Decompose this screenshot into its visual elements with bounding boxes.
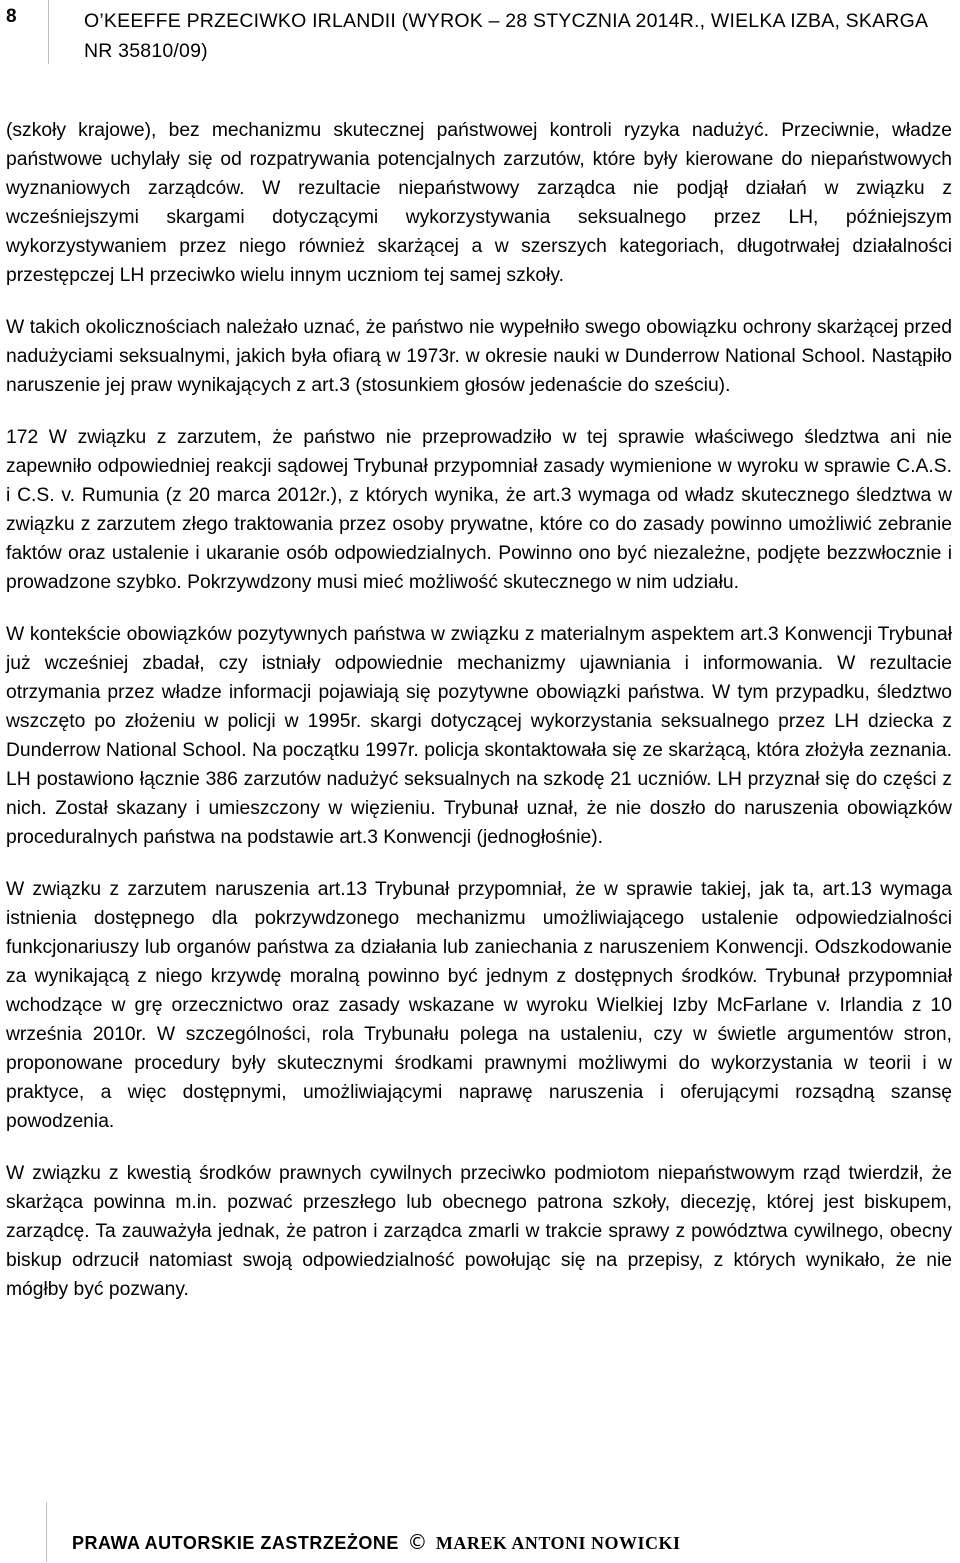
paragraph: W związku z zarzutem naruszenia art.13 Trybunał przypomniał, że w sprawie takiej, jak ta, art.13 wymaga istnienia dostępnego dla pokrzywdzonego mechanizmu umożliwiającego ustalenie odpowiedzialności funkcjonariuszy lub organów państwa za działania lub zaniechania z naruszeniem Konwencji. Odszkodowanie za wynikającą z niego krzywdę moralną powinno być jednym z dostępnych środków. Trybunał przypomniał wchodzące w grę orzecznictwo oraz zasady wskazane w wyroku Wielkiej Izby McFarlane v. Irlandia z 10 września 2010r. W szczególności, rola Trybunału polega na ustaleniu, czy w świetle argumentów stron, proponowane procedury były skutecznymi środkami prawnymi możliwymi do wykorzystania w teorii i w praktyce, a więc dostępnymi, umożliwiającymi naprawę naruszenia i oferującymi rozsądną szansę powodzenia. xyxy=(6,879,952,1132)
paragraph: (szkoły krajowe), bez mechanizmu skutecznej państwowej kontroli ryzyka nadużyć. Przeciwnie, władze państwowe uchylały się od rozpatrywania potencjalnych zarzutów, które były kierowane do niepaństwowych wyznaniowych zarządców. W rezultacie niepaństwowy zarządca nie podjął działań w związku z wcześniejszymi skargami dotyczącymi wykorzystywania seksualnego przez LH, późniejszym wykorzystywaniem przez niego również skarżącej a w szerszych kategoriach, długotrwałej działalności przestępczej LH przeciwko wielu innym uczniom tej samej szkoły. xyxy=(6,120,952,286)
copyright-notice xyxy=(72,1530,681,1555)
page-header xyxy=(0,0,960,70)
paragraph: W kontekście obowiązków pozytywnych państwa w związku z materialnym aspektem art.3 Konwencji Trybunał już wcześniej zbadał, czy istniały odpowiednie mechanizmy ujawniania i informowania. W rezultacie otrzymania przez władze informacji pojawiają się pozytywne obowiązki państwa. W tym przypadku, śledztwo wszczęto po złożeniu w policji w 1995r. skargi dotyczącej wykorzystania seksualnego przez LH dziecka z Dunderrow National School. Na początku 1997r. policja skontaktowała się ze skarżącą, która złożyła zeznania. LH postawiono łącznie 386 zarzutów nadużyć seksualnych na szkodę 21 uczniów. LH przyznał się do części z nich. Został skazany i umieszczony w więzieniu. Trybunał uznał, że nie doszło do naruszenia obowiązków proceduralnych państwa na podstawie art.3 Konwencji (jednogłośnie). xyxy=(6,624,952,848)
paragraph: 172 W związku z zarzutem, że państwo nie przeprowadziło w tej sprawie właściwego śledztwa ani nie zapewniło odpowiedniej reakcji sądowej Trybunał przypomniał zasady wymienione w wyroku w sprawie C.A.S. i C.S. v. Rumunia (z 20 marca 2012r.), z których wynika, że art.3 wymaga od władz skutecznego śledztwa w związku z zarzutem złego traktowania przez osoby prywatne, które co do zasady powinno umożliwić zebranie faktów oraz ustalenie i ukaranie osób odpowiedzialnych. Powinno ono być niezależne, podjęte bezzwłocznie i prowadzone szybko. Pokrzywdzony musi mieć możliwość skutecznego w nim udziału. xyxy=(6,427,952,593)
copyright-icon: © xyxy=(407,1530,428,1554)
page-footer xyxy=(0,1500,960,1563)
paragraph: W związku z kwestią środków prawnych cywilnych przeciwko podmiotom niepaństwowym rząd twierdził, że skarżąca powinna m.in. pozwać przeszłego lub obecnego patrona szkoły, diecezję, której jest biskupem, zarządcę. Ta zauważyła jednak, że patron i zarządca zmarli w trakcie sprawy z powództwa cywilnego, obecny biskup odrzucił natomiast swoją odpowiedzialność powołując się na przepisy, z których wynikało, że nie mógłby być pozwany. xyxy=(6,1163,952,1300)
running-title: O’KEEFFE PRZECIWKO IRLANDII (WYROK – 28 STYCZNIA 2014R., WIELKA IZBA, SKARGA NR 35810/09) xyxy=(84,10,928,62)
rights-reserved-text: PRAWA AUTORSKIE ZASTRZEŻONE xyxy=(72,1533,399,1553)
header-divider xyxy=(48,0,49,64)
paragraph: W takich okolicznościach należało uznać, że państwo nie wypełniło swego obowiązku ochrony skarżącej przed nadużyciami seksualnymi, jakich była ofiarą w 1973r. w okresie nauki w Dunderrow National School. Nastąpiło naruszenie jej praw wynikających z art.3 (stosunkiem głosów jedenaście do sześciu). xyxy=(6,317,952,396)
page-number: 8 xyxy=(6,6,17,27)
document-body xyxy=(6,116,952,1327)
footer-divider xyxy=(46,1502,47,1562)
author-name: MAREK ANTONI NOWICKI xyxy=(435,1533,681,1553)
